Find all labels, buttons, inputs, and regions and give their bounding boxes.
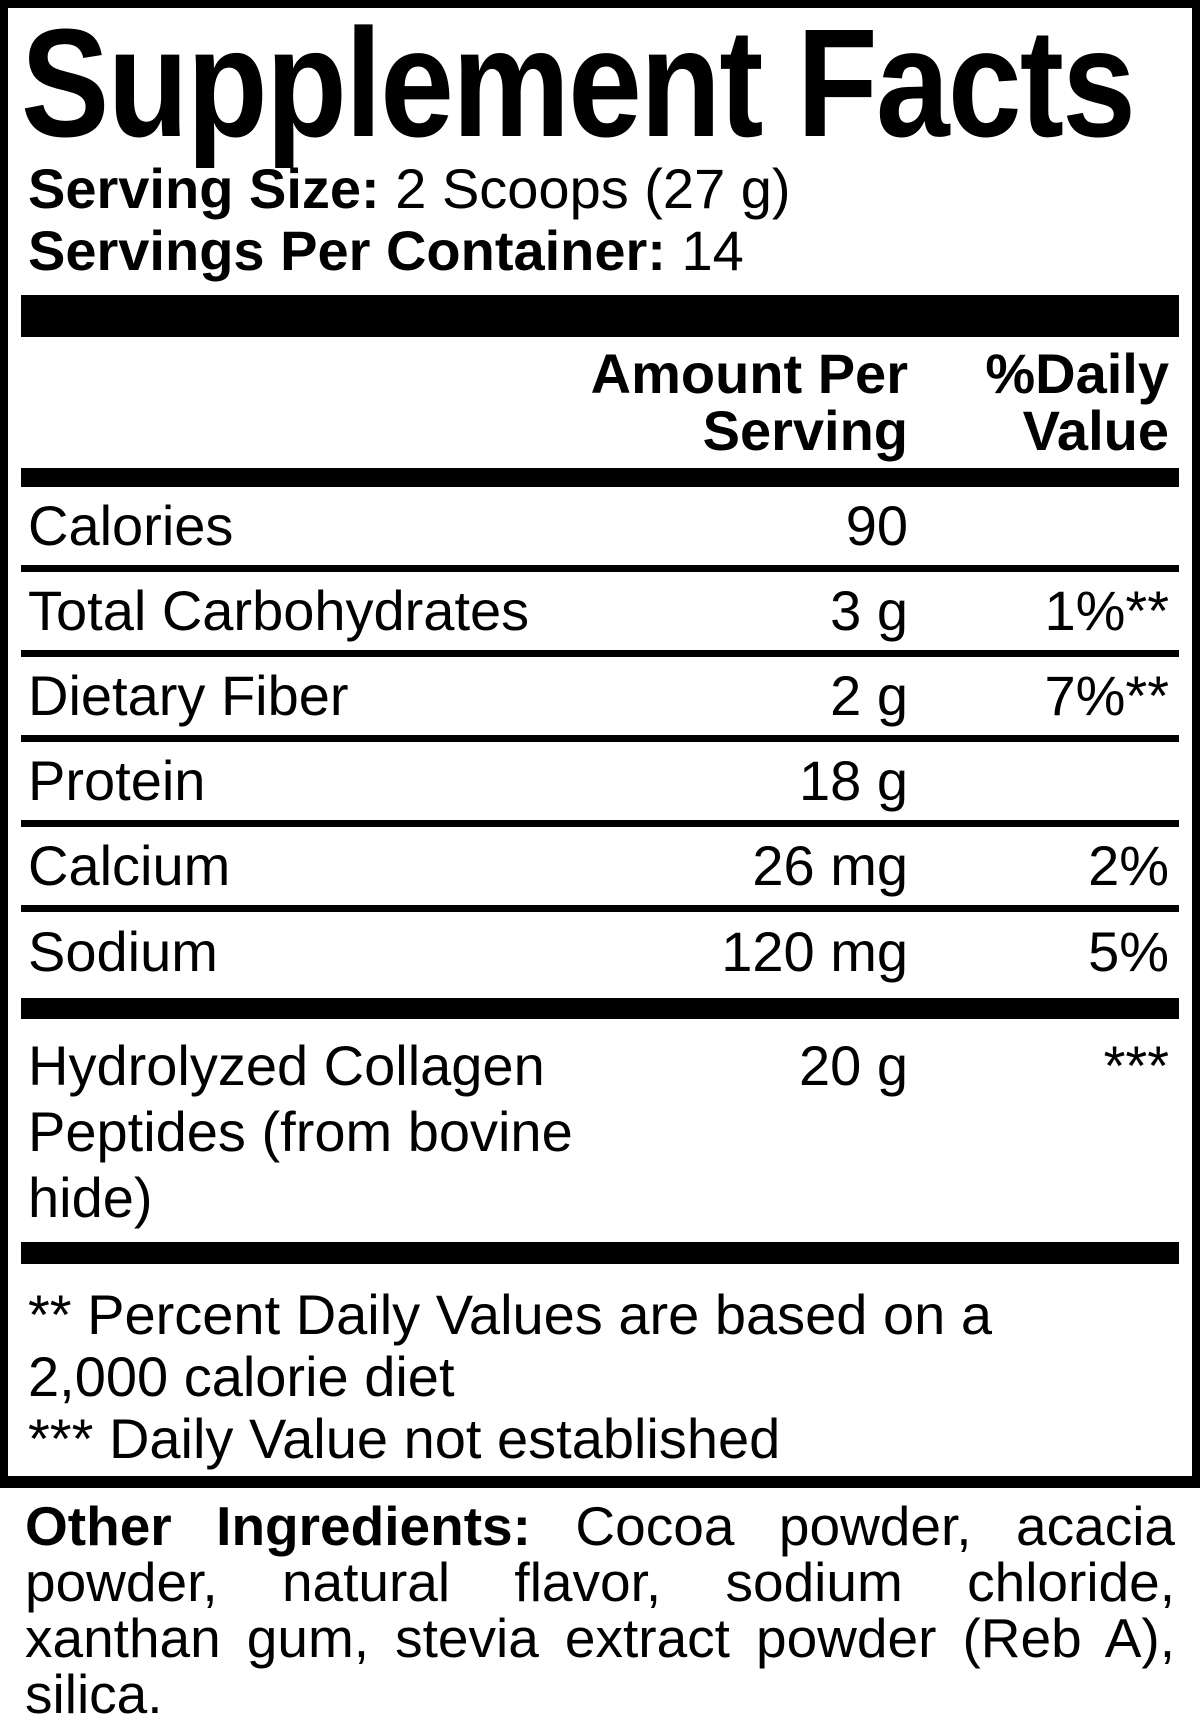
panel-title-text: Supplement Facts [21, 0, 1135, 169]
table-column-header [21, 337, 1179, 462]
amount-header-line1: Amount Per [590, 342, 908, 405]
nutrient-amount: 26 mg [752, 834, 908, 897]
nutrient-amount: 20 g [799, 1034, 908, 1097]
divider-bar-medium [21, 468, 1179, 487]
table-row-dietary-fiber [21, 657, 1179, 742]
divider-bar-medium [21, 1242, 1179, 1264]
collagen-name-line1: Hydrolyzed Collagen [28, 1034, 545, 1097]
nutrient-name: Calcium [28, 834, 231, 897]
serving-size-value: 2 Scoops (27 g) [395, 157, 791, 220]
footnote-daily-values-line2: 2,000 calorie diet [28, 1345, 455, 1408]
servings-per-container-label: Servings Per Container: [28, 219, 666, 282]
divider-bar-thick [21, 295, 1179, 337]
nutrient-amount: 120 mg [721, 920, 908, 983]
other-ingredients-paragraph [25, 1495, 1176, 1725]
footnote-dv-not-established: *** Daily Value not established [28, 1407, 781, 1470]
nutrient-daily-value: 2% [1088, 834, 1169, 897]
nutrient-name: Total Carbohydrates [28, 579, 530, 642]
nutrient-daily-value [908, 487, 1179, 565]
nutrient-name: Protein [28, 749, 206, 812]
nutrient-amount: 2 g [830, 664, 908, 727]
amount-per-serving-header [590, 342, 908, 462]
servings-per-container-line [21, 220, 1179, 282]
table-row-sodium [21, 912, 1179, 998]
header-spacer [21, 345, 591, 459]
nutrient-name [21, 1033, 678, 1231]
nutrient-name: Calories [28, 494, 234, 557]
table-row-calories [21, 487, 1179, 572]
nutrient-daily-value: 1%** [1044, 579, 1169, 642]
other-ingredients-line1-rest: Cocoa powder, acacia [575, 1495, 1176, 1557]
nutrient-daily-value [908, 742, 1179, 820]
nutrient-daily-value: 5% [1088, 920, 1169, 983]
nutrient-name: Sodium [28, 920, 218, 983]
collagen-name-line2: Peptides (from bovine hide) [28, 1100, 573, 1229]
dv-header-line2: Value [1022, 399, 1169, 462]
other-ingredients-line3: xanthan gum, stevia extract powder (Reb A), [25, 1607, 1175, 1669]
dv-header-line1: %Daily [985, 342, 1169, 405]
servings-per-container-value: 14 [681, 219, 744, 282]
panel-title [21, 0, 1179, 169]
table-row-calcium [21, 827, 1179, 912]
amount-header-line2: Serving [702, 399, 908, 462]
other-ingredients-label: Other Ingredients: [25, 1495, 531, 1557]
other-ingredients-line4: silica. [25, 1663, 163, 1725]
nutrient-name: Dietary Fiber [28, 664, 349, 727]
nutrient-amount: 18 g [799, 749, 908, 812]
footnotes [21, 1264, 1179, 1476]
other-ingredients-line2: powder, natural flavor, sodium chloride, [25, 1551, 1175, 1613]
divider-bar-medium [21, 998, 1179, 1019]
other-ingredients-line1 [25, 1495, 1176, 1557]
nutrient-daily-value: 7%** [1044, 664, 1169, 727]
daily-value-header [908, 342, 1179, 462]
table-row-hydrolyzed-collagen [21, 1019, 1179, 1242]
nutrient-amount: 3 g [830, 579, 908, 642]
nutrient-amount: 90 [845, 494, 908, 557]
footnote-daily-values-line1: ** Percent Daily Values are based on a [28, 1283, 992, 1346]
table-row-total-carbohydrates [21, 572, 1179, 657]
serving-size-label: Serving Size: [28, 157, 380, 220]
nutrient-daily-value: *** [1103, 1034, 1169, 1097]
table-row-protein [21, 742, 1179, 827]
